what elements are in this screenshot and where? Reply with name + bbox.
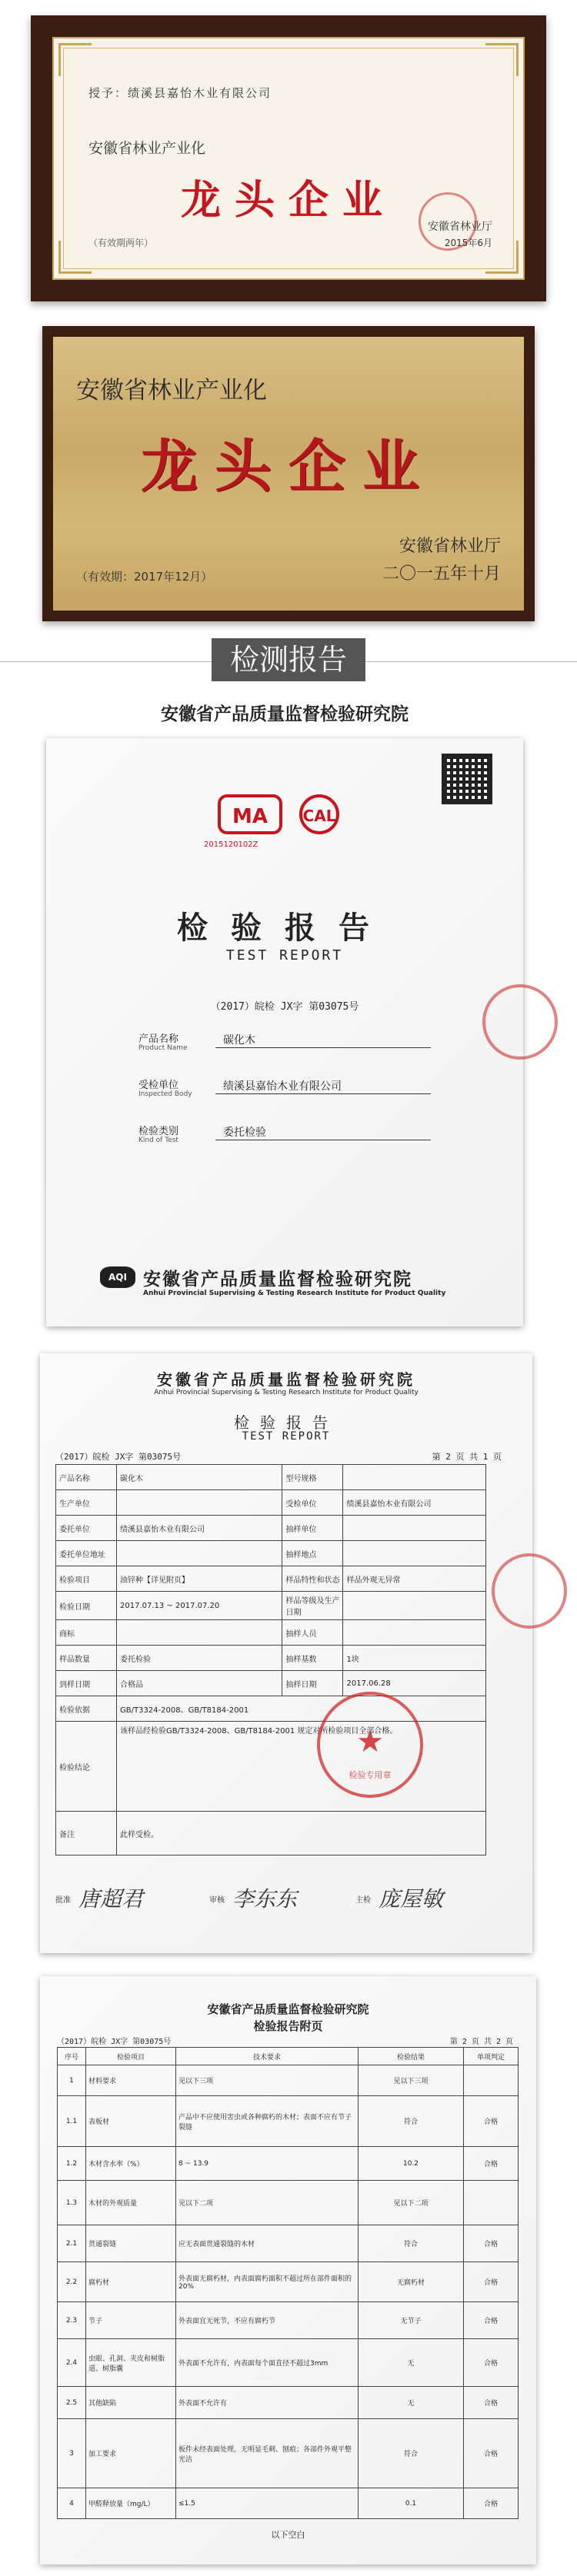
tester-label: 主检 xyxy=(355,1896,371,1905)
table-row xyxy=(58,2096,519,2147)
corner-ornament xyxy=(58,241,92,274)
table-cell: 合格 xyxy=(464,2262,519,2302)
table-cell: 型号规格 xyxy=(282,1465,343,1490)
table-cell: 木材含水率（%） xyxy=(86,2147,176,2181)
table-cell xyxy=(117,1490,282,1516)
table-row xyxy=(58,2488,519,2519)
table-cell: 外表面不允许有 xyxy=(176,2387,359,2419)
table-cell: 节子 xyxy=(86,2302,176,2339)
report-number: （2017）皖检 JX字 第03075号 xyxy=(57,2038,172,2046)
table-cell: 10.2 xyxy=(359,2147,464,2181)
field-value: 碳化木 xyxy=(223,1034,255,1047)
table-cell: 合格 xyxy=(464,2225,519,2262)
table-cell: 1 xyxy=(58,2065,86,2096)
table-cell: 外表面无腐朽材，内表面腐朽面积不超过所在部件面积的20% xyxy=(176,2262,359,2302)
table-row xyxy=(56,1465,486,1490)
table-cell xyxy=(117,1541,282,1566)
table-cell: 合格 xyxy=(464,2147,519,2181)
table-cell: 抽样地点 xyxy=(282,1541,343,1566)
blank-below-note: 以下空白 xyxy=(271,2530,305,2540)
test-report-cover xyxy=(46,704,523,1326)
table-row xyxy=(58,2339,519,2387)
plaque-issuing-dept: 安徽省林业厅 xyxy=(428,221,492,233)
institute-name-en: Anhui Provincial Supervising & Testing Research Institute for Product Quality xyxy=(154,1389,419,1396)
table-cell: 板件未经表面处理，无明显毛刺、刨痕；各部件外观平整光洁 xyxy=(176,2419,359,2488)
table-cell: 样品特性和状态 xyxy=(282,1566,343,1592)
table-cell: 无腐朽材 xyxy=(359,2262,464,2302)
table-cell: 符合 xyxy=(359,2419,464,2488)
table-cell: 符合 xyxy=(359,2096,464,2147)
red-seal-icon xyxy=(482,984,558,1060)
table-cell: 生产单位 xyxy=(56,1490,117,1516)
table-cell: 绩溪县嘉怡木业有限公司 xyxy=(343,1490,486,1516)
table-row xyxy=(56,1566,486,1592)
table-cell: 检验结论 xyxy=(56,1722,117,1812)
table-cell: 符合 xyxy=(359,2225,464,2262)
table-row xyxy=(56,1812,486,1855)
table-cell: 到样日期 xyxy=(56,1671,117,1696)
field-label-en: Kind of Test xyxy=(138,1137,178,1144)
table-cell: 见以下二项 xyxy=(176,2181,359,2225)
reviewer-signature: 李东东 xyxy=(232,1886,298,1912)
table-cell: 1.1 xyxy=(58,2096,86,2147)
cover-field-row xyxy=(138,1030,431,1069)
table-cell: 委托单位 xyxy=(56,1516,117,1541)
institute-name: 安徽省产品质量监督检验研究院 xyxy=(157,1370,415,1389)
aqi-logo-icon: AQI xyxy=(100,1266,135,1288)
report-title: 检验报告 xyxy=(234,1413,339,1432)
report-title: 检验报告 xyxy=(177,910,392,946)
plaque-date: 2015年6月 xyxy=(444,238,492,248)
column-header: 检验结果 xyxy=(359,2048,464,2065)
table-header-row xyxy=(58,2048,519,2065)
table-cell: 抽样基数 xyxy=(282,1646,343,1671)
test-report-appendix-page xyxy=(40,1976,536,2564)
table-cell: 此样受检。 xyxy=(117,1812,486,1855)
plaque-validity: （有效期两年） xyxy=(88,238,154,248)
table-cell: 虫眼、孔洞、夹皮和树脂道、树脂囊 xyxy=(86,2339,176,2387)
institute-name: 安徽省产品质量监督检验研究院 xyxy=(143,1270,412,1290)
table-row xyxy=(56,1516,486,1541)
report-subtitle: TEST REPORT xyxy=(225,947,344,964)
corner-ornament xyxy=(485,43,519,76)
table-row xyxy=(58,2225,519,2262)
table-cell: 材料要求 xyxy=(86,2065,176,2096)
table-cell: 贯通裂缝 xyxy=(86,2225,176,2262)
institute-name-en: Anhui Provincial Supervising & Testing Research Institute for Product Quality xyxy=(143,1290,446,1297)
page-number: 第 2 页 共 2 页 xyxy=(449,2038,513,2046)
table-cell: 1.3 xyxy=(58,2181,86,2225)
field-label: 产品名称 xyxy=(138,1033,179,1045)
report-subtitle: TEST REPORT xyxy=(242,1430,331,1443)
table-cell: 2017.06.28 xyxy=(343,1671,486,1696)
table-cell: 见以下二项 xyxy=(359,2181,464,2225)
report-number: （2017）皖检 JX字 第03075号 xyxy=(210,1001,359,1013)
field-label-en: Inspected Body xyxy=(138,1090,192,1098)
table-cell: 2.4 xyxy=(58,2339,86,2387)
table-cell: 见以下三项 xyxy=(359,2065,464,2096)
ma-mark-text: MA xyxy=(232,805,268,828)
approver-signature: 唐超君 xyxy=(78,1886,144,1912)
field-value: 委托检验 xyxy=(223,1127,266,1139)
reviewer-label: 审核 xyxy=(209,1896,225,1905)
cma-cal-logo-icon xyxy=(212,792,358,838)
column-header: 单项判定 xyxy=(464,2048,519,2065)
institute-name: 安徽省产品质量监督检验研究院 xyxy=(207,2002,369,2016)
red-seal-icon xyxy=(317,1692,423,1798)
cover-footer xyxy=(100,1265,508,1303)
plaque-validity: （有效期：2017年12月） xyxy=(76,570,213,584)
table-cell: 检验依据 xyxy=(56,1696,117,1722)
table-cell xyxy=(117,1620,282,1646)
table-row xyxy=(58,2147,519,2181)
table-cell: 合格 xyxy=(464,2339,519,2387)
results-table xyxy=(55,1464,486,1855)
table-cell: 检验日期 xyxy=(56,1592,117,1620)
table-cell: 外表面不允许有，内表面每个面直径不超过3mm xyxy=(176,2339,359,2387)
table-cell: 产品名称 xyxy=(56,1465,117,1490)
corner-ornament xyxy=(58,43,92,76)
table-cell xyxy=(464,2181,519,2225)
table-cell: 无节子 xyxy=(359,2302,464,2339)
table-cell: 2.5 xyxy=(58,2387,86,2419)
qr-code-icon xyxy=(442,754,492,804)
plaque-grantee: 授予：绩溪县嘉怡木业有限公司 xyxy=(88,86,272,100)
table-cell: 碳化木 xyxy=(117,1465,282,1490)
section-title: 检测报告 xyxy=(212,638,365,681)
table-cell: 2.2 xyxy=(58,2262,86,2302)
page-number: 第 2 页 共 1 页 xyxy=(432,1452,502,1462)
plaque-issuer: 安徽省林业产业化 xyxy=(88,140,206,157)
table-cell: 其他缺陷 xyxy=(86,2387,176,2419)
plaque-title: 龙头企业 xyxy=(141,434,436,500)
table-cell: 2.1 xyxy=(58,2225,86,2262)
table-cell: 0.1 xyxy=(359,2488,464,2519)
table-cell: ≤1.5 xyxy=(176,2488,359,2519)
plaque-board xyxy=(53,337,524,611)
table-cell: 备注 xyxy=(56,1812,117,1855)
field-label: 检验类别 xyxy=(138,1126,179,1137)
table-row xyxy=(58,2181,519,2225)
table-cell: 合格 xyxy=(464,2419,519,2488)
table-row xyxy=(56,1620,486,1646)
table-cell: 合格 xyxy=(464,2302,519,2339)
table-cell: 委托检验 xyxy=(117,1646,282,1671)
table-cell: 应无表面贯通裂缝的木材 xyxy=(176,2225,359,2262)
table-cell xyxy=(343,1516,486,1541)
approver-label: 批准 xyxy=(55,1896,71,1905)
table-cell: GB/T3324-2008、GB/T8184-2001 xyxy=(117,1696,486,1722)
plaque-leading-enterprise-2015-jun xyxy=(31,15,546,301)
cma-certificate-number: 2015120102Z xyxy=(204,840,258,849)
table-row xyxy=(56,1696,486,1722)
institute-heading: 安徽省产品质量监督检验研究院 xyxy=(161,704,409,724)
table-cell xyxy=(464,2065,519,2096)
table-cell: 2.3 xyxy=(58,2302,86,2339)
plaque-leading-enterprise-2015-oct xyxy=(42,326,535,621)
table-cell: 1.2 xyxy=(58,2147,86,2181)
column-header: 序号 xyxy=(58,2048,86,2065)
table-row xyxy=(56,1646,486,1671)
table-cell: 合格品 xyxy=(117,1671,282,1696)
plaque-issuer: 安徽省林业产业化 xyxy=(76,377,267,404)
field-value: 绩溪县嘉怡木业有限公司 xyxy=(223,1080,342,1093)
table-cell: 抽样人员 xyxy=(282,1620,343,1646)
table-row xyxy=(58,2302,519,2339)
plaque-date: 二〇一五年十月 xyxy=(382,564,501,584)
plaque-board xyxy=(52,37,525,280)
red-seal-icon xyxy=(492,1553,567,1629)
table-cell: 油锌种【详见附页】 xyxy=(117,1566,282,1592)
table-cell: 该样品经检验GB/T3324-2008、GB/T8184-2001 规定对所检验项目全部合格。 xyxy=(117,1722,486,1812)
table-row xyxy=(56,1490,486,1516)
column-header: 检验项目 xyxy=(86,2048,176,2065)
table-cell: 委托单位地址 xyxy=(56,1541,117,1566)
star-icon: ★ xyxy=(356,1724,384,1759)
table-cell: 无 xyxy=(359,2339,464,2387)
table-row xyxy=(58,2387,519,2419)
table-cell: 4 xyxy=(58,2488,86,2519)
appendix-table xyxy=(57,2047,519,2519)
seal-text: 检验专用章 xyxy=(349,1770,392,1780)
table-cell: 样品等级及生产日期 xyxy=(282,1592,343,1620)
table-cell: 检验项目 xyxy=(56,1566,117,1592)
table-cell: 腐朽材 xyxy=(86,2262,176,2302)
table-cell: 抽样单位 xyxy=(282,1516,343,1541)
table-row xyxy=(56,1541,486,1566)
cal-mark-text: CAL xyxy=(302,807,336,825)
table-cell: 抽样日期 xyxy=(282,1671,343,1696)
table-cell: 2017.07.13 ~ 2017.07.20 xyxy=(117,1592,282,1620)
cover-field-row xyxy=(138,1077,431,1115)
table-cell: 商标 xyxy=(56,1620,117,1646)
table-cell: 样品数量 xyxy=(56,1646,117,1671)
table-cell: 受检单位 xyxy=(282,1490,343,1516)
test-report-results-page xyxy=(40,1353,532,1953)
field-label-en: Product Name xyxy=(138,1044,188,1052)
column-header: 技术要求 xyxy=(176,2048,359,2065)
table-row xyxy=(56,1671,486,1696)
table-cell: 加工要求 xyxy=(86,2419,176,2488)
table-row xyxy=(56,1592,486,1620)
report-number: （2017）皖检 JX字 第03075号 xyxy=(55,1452,182,1462)
table-cell: 合格 xyxy=(464,2096,519,2147)
table-cell: 样品外观无异常 xyxy=(343,1566,486,1592)
table-cell: 3 xyxy=(58,2419,86,2488)
table-cell: 表板材 xyxy=(86,2096,176,2147)
cover-field-row xyxy=(138,1123,431,1161)
table-cell: 外表面宜无死节，不应有腐朽节 xyxy=(176,2302,359,2339)
plaque-issuing-dept: 安徽省林业厅 xyxy=(399,537,501,556)
table-row xyxy=(58,2419,519,2488)
table-cell xyxy=(343,1465,486,1490)
tester-signature: 庞屋敏 xyxy=(379,1886,444,1912)
table-cell: 8 ~ 13.9 xyxy=(176,2147,359,2181)
field-label: 受检单位 xyxy=(138,1080,179,1091)
table-cell xyxy=(343,1620,486,1646)
table-cell: 1块 xyxy=(343,1646,486,1671)
table-cell: 合格 xyxy=(464,2387,519,2419)
table-cell: 木材的外观质量 xyxy=(86,2181,176,2225)
table-cell: 产品中不应使用害虫或各种腐朽的木材；表面不应有节子裂缝 xyxy=(176,2096,359,2147)
table-cell: 甲醛释放量（mg/L） xyxy=(86,2488,176,2519)
signature-row xyxy=(55,1879,486,1925)
table-row xyxy=(58,2065,519,2096)
table-cell: 合格 xyxy=(464,2488,519,2519)
table-cell xyxy=(343,1592,486,1620)
table-cell: 无 xyxy=(359,2387,464,2419)
table-cell: 见以下三项 xyxy=(176,2065,359,2096)
table-cell xyxy=(343,1541,486,1566)
plaque-title: 龙头企业 xyxy=(180,177,396,224)
appendix-title: 检验报告附页 xyxy=(253,2019,323,2033)
table-row xyxy=(58,2262,519,2302)
table-cell: 绩溪县嘉怡木业有限公司 xyxy=(117,1516,282,1541)
